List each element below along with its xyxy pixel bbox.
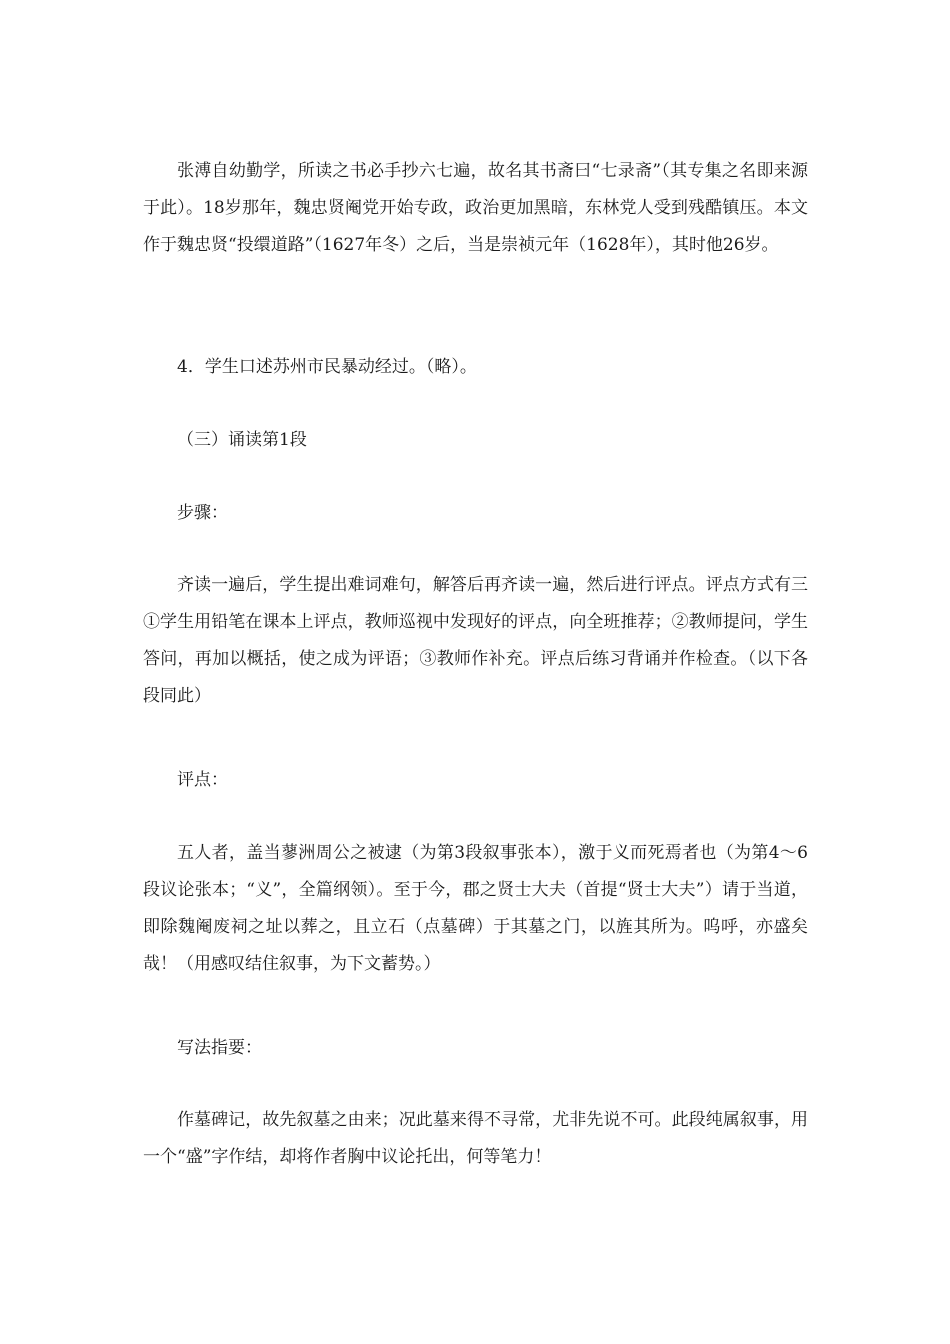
paragraph-zhangpu-bio: 张溥自幼勤学，所读之书必手抄六七遍，故名其书斋曰“七录斋”（其专集之名即来源于此）。18岁那年，魏忠贤阉党开始专政，政治更加黑暗，东林党人受到残酷镇压。本文作于魏忠贤“投缳道路”（1627年冬）之后，当是崇祯元年（1628年），其时他26岁。 <box>143 161 808 255</box>
section-3-heading: （三）诵读第1段 <box>177 430 307 450</box>
paragraph-steps: 齐读一遍后，学生提出难词难句，解答后再齐读一遍，然后进行评点。评点方式有三①学生用铅笔在课本上评点，教师巡视中发现好的评点，向全班推荐；②教师提问，学生答问，再加以概括，使之成为评语；③教师作补充。评点后练习背诵并作检查。（以下各段同此） <box>143 575 808 706</box>
steps-label: 步骤： <box>177 503 228 523</box>
item-4-student-retell: 4．学生口述苏州市民暴动经过。（略）。 <box>177 357 477 377</box>
writing-guide-label: 写法指要： <box>177 1038 262 1058</box>
comment-label: 评点： <box>177 770 228 790</box>
paragraph-comment: 五人者，盖当蓼洲周公之被逮（为第3段叙事张本），激于义而死焉者也（为第4～6段议论张本；“义”，全篇纲领）。至于今，郡之贤士大夫（首提“贤士大夫”）请于当道，即除魏阉废祠之址以葬之，且立石（点墓碑）于其墓之门，以旌其所为。呜呼，亦盛矣哉！（用感叹结住叙事，为下文蓄势。） <box>143 843 808 974</box>
paragraph-writing-guide: 作墓碑记，故先叙墓之由来；况此墓来得不寻常，尤非先说不可。此段纯属叙事，用一个“盛”字作结，却将作者胸中议论托出，何等笔力！ <box>143 1110 808 1167</box>
